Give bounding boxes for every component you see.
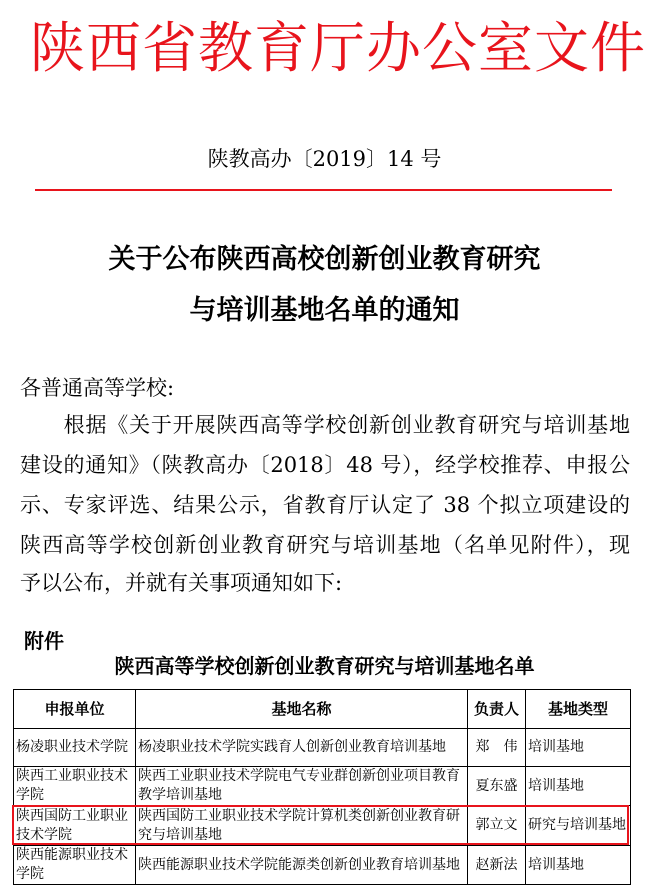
body-line: 予以公布，并就有关事项通知如下:: [20, 571, 343, 595]
notice-title-line-1: 关于公布陕西高校创新创业教育研究: [108, 244, 541, 275]
table-header-row: [14, 690, 631, 729]
body-line: 根据《关于开展陕西高等学校创新创业教育研究与培训基地: [20, 413, 630, 437]
annex-label: 附件: [24, 629, 64, 653]
person-cell: 夏东盛: [468, 767, 526, 806]
type-cell: 培训基地: [526, 729, 631, 767]
table-row: [14, 767, 631, 806]
applicant-cell: 杨凌职业技术学院: [14, 729, 136, 767]
header-divider: [35, 189, 612, 191]
column-header: 基地名称: [136, 690, 468, 729]
base-name-cell: 杨凌职业技术学院实践育人创新创业教育培训基地: [136, 729, 468, 767]
person-cell: 郭立文: [468, 806, 526, 846]
table-title: 陕西高等学校创新创业教育研究与培训基地名单: [114, 654, 535, 678]
base-name-cell: 陕西工业职业技术学院电气专业群创新创业项目教育教学培训基地: [136, 767, 468, 806]
salutation: 各普通高等学校:: [20, 376, 175, 400]
applicant-cell: 陕西国防工业职业技术学院: [14, 806, 136, 846]
body-line: 建设的通知》（陕教高办〔2018〕48 号），经学校推荐、申报公: [20, 453, 630, 477]
notice-title-line-2: 与培训基地名单的通知: [189, 295, 460, 326]
person-cell: 赵新法: [468, 846, 526, 885]
table-row: [14, 729, 631, 767]
type-cell: 研究与培训基地: [526, 806, 631, 846]
body-line: 陕西高等学校创新创业教育研究与培训基地（名单见附件），现: [20, 533, 630, 557]
applicant-cell: 陕西能源职业技术学院: [14, 846, 136, 885]
document-header-title: 陕西省教育厅办公室文件: [30, 16, 647, 80]
body-line: 示、专家评选、结果公示，省教育厅认定了 38 个拟立项建设的: [20, 493, 630, 517]
highlight-box: [12, 805, 629, 845]
applicant-cell: 陕西工业职业技术学院: [14, 767, 136, 806]
column-header: 基地类型: [526, 690, 631, 729]
type-cell: 培训基地: [526, 846, 631, 885]
type-cell: 培训基地: [526, 767, 631, 806]
base-name-cell: 陕西国防工业职业技术学院计算机类创新创业教育研究与培训基地: [136, 806, 468, 846]
column-header: 申报单位: [14, 690, 136, 729]
document-number: 陕教高办〔2019〕14 号: [207, 147, 442, 171]
base-name-cell: 陕西能源职业技术学院能源类创新创业教育培训基地: [136, 846, 468, 885]
table-row: [14, 846, 631, 885]
person-cell: 郑 伟: [468, 729, 526, 767]
column-header: 负责人: [468, 690, 526, 729]
base-list-table: [13, 689, 631, 885]
